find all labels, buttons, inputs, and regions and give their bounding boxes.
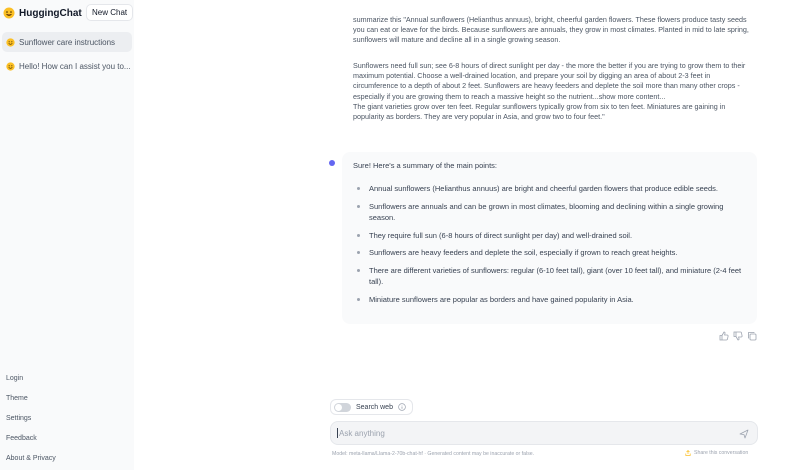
about-privacy-link[interactable]: About & Privacy (6, 455, 56, 462)
assistant-message (342, 152, 757, 324)
model-disclaimer: Model: meta-llama/Llama-2-70b-chat-hf · Generated content may be inaccurate or false. (332, 451, 535, 457)
info-icon[interactable] (398, 403, 406, 411)
message-actions (719, 331, 757, 341)
smiley-icon (6, 38, 15, 47)
app-name: HuggingChat (19, 7, 82, 19)
user-message-paragraph: summarize this "Annual sunflowers (Helianthus annuus), bright, cheerful garden flowers. These flowers produce tasty seeds you can eat or leave for the birds. Because sunflowers are annuals, they grow in most climates. Planted in mid to late spring, sunflowers will mature and decline all in a single growing season. (353, 15, 749, 45)
summary-item: Sunflowers are heavy feeders and deplete the soil, especially if grown to reach great heights. (354, 247, 746, 259)
chat-input[interactable] (339, 429, 729, 438)
conversation-label: Hello! How can I assist you to... (19, 61, 131, 71)
assistant-avatar-icon (329, 160, 335, 166)
assistant-lead: Sure! Here's a summary of the main points: (353, 161, 497, 170)
search-web-toggle[interactable] (330, 399, 413, 415)
text-caret (337, 428, 338, 438)
user-message-continued (353, 61, 749, 122)
share-label: Share this conversation (694, 450, 749, 456)
summary-item: Miniature sunflowers are popular as borders and have gained popularity in Asia. (354, 294, 746, 306)
theme-link[interactable]: Theme (6, 395, 28, 402)
conversation-item[interactable] (2, 32, 132, 52)
conversation-item[interactable] (2, 56, 132, 76)
feedback-link[interactable]: Feedback (6, 435, 37, 442)
share-icon (685, 450, 691, 456)
search-web-label: Search web (356, 403, 393, 411)
toggle-switch[interactable] (334, 403, 351, 412)
thumbs-up-icon[interactable] (719, 331, 729, 341)
summary-list (354, 183, 746, 311)
user-message (353, 15, 749, 46)
summary-item: Annual sunflowers (Helianthus annuus) are bright and cheerful garden flowers that produce edible seeds. (354, 183, 746, 195)
copy-icon[interactable] (747, 331, 757, 341)
summary-item: There are different varieties of sunflowers: regular (6-10 feet tall), giant (over 10 feet tall), and miniature (2-4 feet tall). (354, 265, 746, 288)
login-link[interactable]: Login (6, 375, 24, 382)
sidebar (0, 0, 134, 470)
share-conversation-link[interactable] (685, 450, 748, 456)
smiley-icon (6, 62, 15, 71)
settings-link[interactable]: Settings (6, 415, 32, 422)
summary-item: Sunflowers are annuals and can be grown in most climates, blooming and declining within a single growing season. (354, 201, 746, 224)
hugging-face-logo-icon (3, 7, 15, 19)
conversation-label: Sunflower care instructions (19, 37, 116, 47)
brand[interactable] (3, 6, 82, 20)
user-message-paragraph: Sunflowers need full sun; see 6-8 hours of direct sunlight per day - the more the better if you are trying to grow them to their maximum potential. Choose a well-drained location, and prepare your soil by digging an area of about 2-3 feet in circumference to a depth of about 2 feet. Sunflowers are heavy feeders and deplete the soil more than many other crops - especially if you are growing them to reach a massive height so the nutrient...show more content... (353, 61, 746, 101)
user-message-paragraph: The giant varieties grow over ten feet. Regular sunflowers typically grow from six to ten feet. Miniatures are gaining in popularity as borders. They are very popular in Asia, and grow two to four feet." (353, 101, 726, 122)
chat-input-box[interactable] (330, 421, 758, 445)
new-chat-button[interactable]: New Chat (86, 4, 133, 21)
summary-item: They require full sun (6-8 hours of direct sunlight per day) and well-drained soil. (354, 230, 746, 242)
send-icon[interactable] (739, 429, 749, 439)
thumbs-down-icon[interactable] (733, 331, 743, 341)
